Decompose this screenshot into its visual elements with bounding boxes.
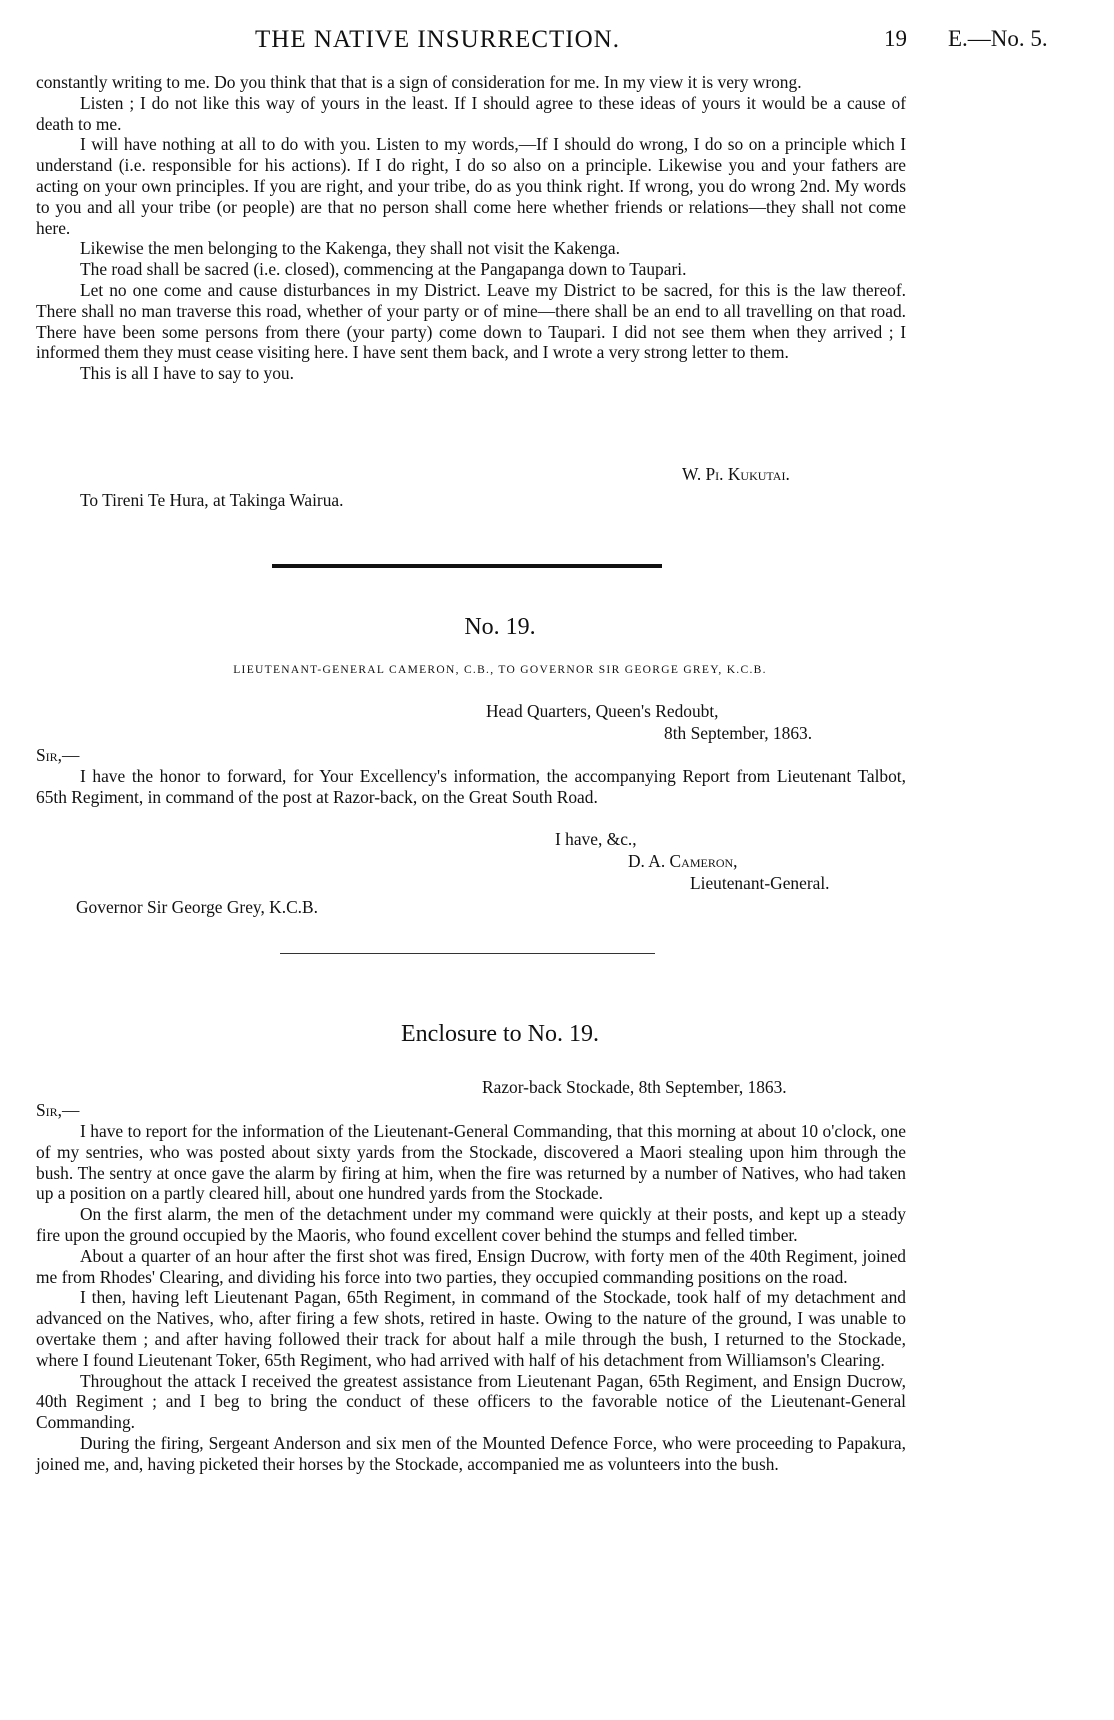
report-paragraph: About a quarter of an hour after the first shot was fired, Ensign Ducrow, with forty men of the 40th Regiment, joined me from Rhodes' Clearing, and dividing his force into two parties, they occupied commanding positions on the road. bbox=[36, 1245, 906, 1287]
salutation: Sir,— bbox=[36, 745, 80, 765]
enclosure-report-body bbox=[36, 1121, 906, 1475]
letter-place: Head Quarters, Queen's Redoubt, bbox=[486, 701, 719, 721]
page-header bbox=[0, 26, 1114, 56]
letter-paragraph: I have the honor to forward, for Your Excellency's information, the accompanying Report from Lieutenant Talbot, 65th Regiment, in command of the post at Razor-back, on the Great South Road. bbox=[36, 766, 906, 807]
section-heading-no19: No. 19. bbox=[464, 614, 536, 640]
signatory-rank: Lieutenant-General. bbox=[690, 873, 830, 893]
signature-kukutai: W. Pi. Kukutai. bbox=[682, 464, 790, 484]
addressee-grey: Governor Sir George Grey, K.C.B. bbox=[76, 897, 318, 917]
enclosure-place-date: Razor-back Stockade, 8th September, 1863. bbox=[482, 1077, 787, 1097]
report-paragraph: On the first alarm, the men of the detachment under my command were quickly at their posts, and kept up a steady fire upon the ground occupied by the Maoris, who found excellent cover behind the stumps and felled timber. bbox=[36, 1204, 906, 1245]
letter-date: 8th September, 1863. bbox=[664, 723, 813, 743]
report-paragraph: During the firing, Sergeant Anderson and six men of the Mounted Defence Force, who were proceeding to Papakura, joined me, and, having picketed their horses by the Stockade, accompanied me as volunteers into the bush. bbox=[36, 1432, 906, 1474]
section-heading-enclosure: Enclosure to No. 19. bbox=[401, 1021, 599, 1047]
letter-kukutai bbox=[36, 72, 906, 384]
letter-paragraph: Likewise the men belonging to the Kakenga, they shall not visit the Kakenga. bbox=[80, 238, 620, 259]
letter-paragraph: I will have nothing at all to do with you. Listen to my words,—If I should do wrong, I do so on a principle which I understand (i.e. responsible for his actions). If I do right, I do so also on a principle. Likewise you and your fathers are acting on your own principles. If you are right, and your tribe, do as you think right. If wrong, you do wrong 2nd. My words to you and all your tribe (or people) are that no person shall come here whether friends or relations—they shall not come here. bbox=[36, 134, 906, 238]
letter-paragraph: constantly writing to me. Do you think that that is a sign of consideration for me. In my view it is very wrong. bbox=[36, 72, 802, 92]
letter-paragraph: The road shall be sacred (i.e. closed), commencing at the Pangapanga down to Taupari. bbox=[80, 259, 687, 280]
section-divider bbox=[272, 564, 662, 568]
letter-paragraph: Listen ; I do not like this way of yours in the least. If I should agree to these ideas of yours it would be a cause of death to me. bbox=[36, 92, 906, 134]
letter-paragraph: Let no one come and cause disturbances in my District. Leave my District to be sacred, for this is the law thereof. There shall no man traverse this road, whether of your party or of mine—there shall be an end to all travelling on that road. There have been some persons from there (your party) come down to Taupari. I did not see them when they arrived ; I informed them they must cease visiting here. I have sent them back, and I wrote a very strong letter to them. bbox=[36, 279, 906, 363]
section-subheading: LIEUTENANT-GENERAL CAMERON, C.B., TO GOVERNOR SIR GEORGE GREY, K.C.B. bbox=[233, 664, 767, 676]
report-paragraph: I then, having left Lieutenant Pagan, 65th Regiment, in command of the Stockade, took half of my detachment and advanced on the Natives, who, after firing a few shots, retired in haste. Owing to the nature of the ground, I was unable to overtake them ; and after having followed their track for about half a mile through the bush, I returned to the Stockade, where I found Lieutenant Toker, 65th Regiment, who had arrived with half of his detachment from Williamson's Clearing. bbox=[36, 1287, 906, 1370]
signature-cameron: D. A. Cameron, bbox=[628, 851, 738, 871]
closing: I have, &c., bbox=[555, 829, 637, 849]
letter-cameron-body bbox=[36, 766, 906, 808]
running-title: THE NATIVE INSURRECTION. bbox=[255, 26, 620, 53]
report-paragraph: I have to report for the information of the Lieutenant-General Commanding, that this morning at about 10 o'clock, one of my sentries, who was posted about sixty yards from the Stockade, discovered a Maori stealing upon him through the bush. The sentry at once gave the alarm by firing at him, when the fire was returned by a number of Natives, who had taken up a position on a partly cleared hill, about one hundred yards from the Stockade. bbox=[36, 1121, 906, 1204]
letter-paragraph: This is all I have to say to you. bbox=[80, 363, 294, 384]
section-divider bbox=[280, 953, 655, 954]
addressee-tireni: To Tireni Te Hura, at Takinga Wairua. bbox=[80, 490, 344, 510]
salutation: Sir,— bbox=[36, 1100, 80, 1120]
page-number: 19 bbox=[884, 26, 907, 51]
report-paragraph: Throughout the attack I received the greatest assistance from Lieutenant Pagan, 65th Regiment, and Ensign Ducrow, 40th Regiment ; and I beg to bring the conduct of these officers to the favorable notice of the Lieutenant-General Commanding. bbox=[36, 1370, 906, 1433]
document-reference: E.—No. 5. bbox=[948, 26, 1048, 51]
